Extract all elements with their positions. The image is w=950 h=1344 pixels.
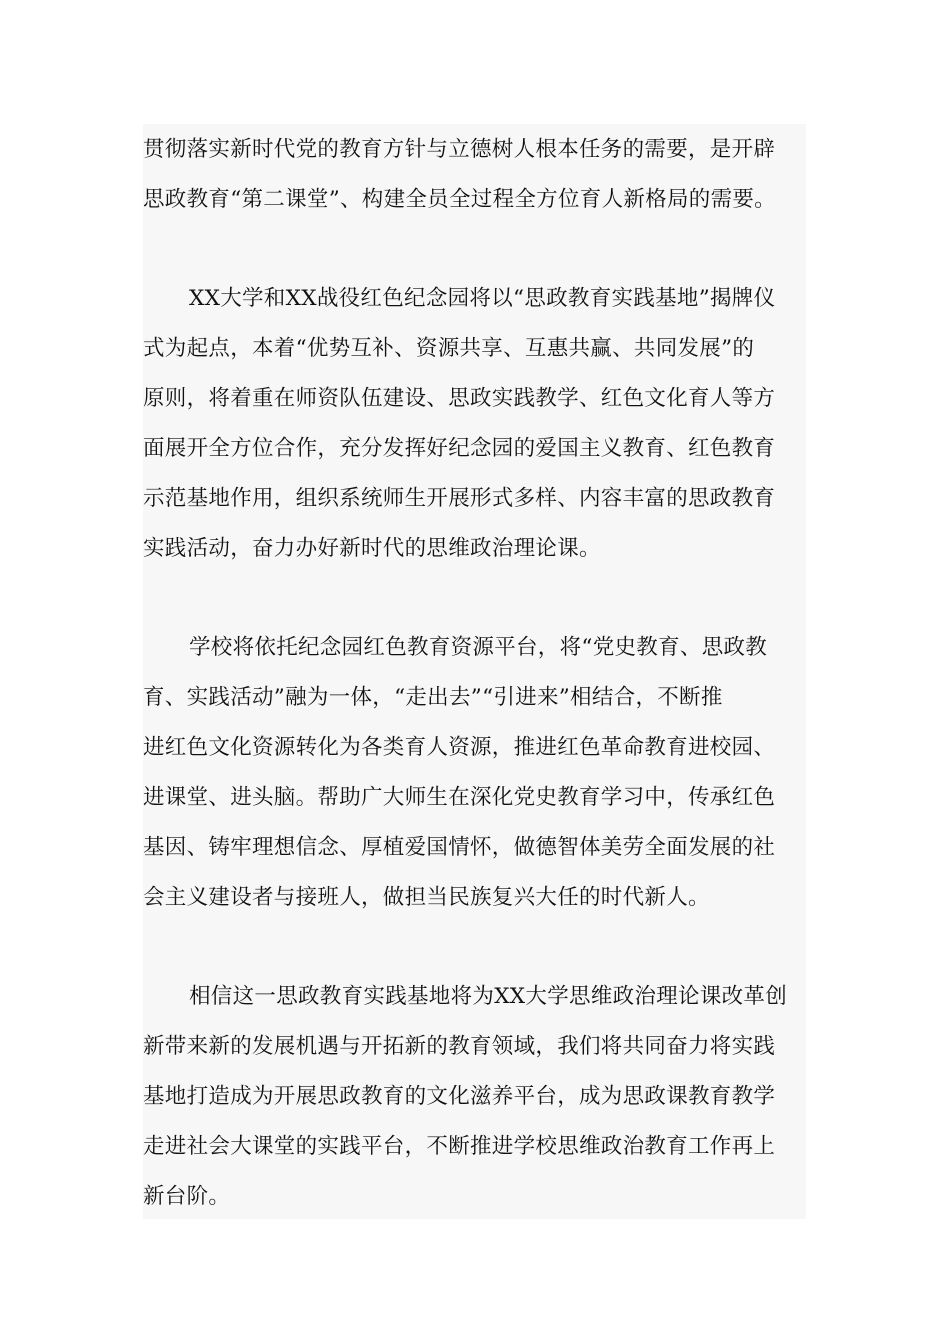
paragraph-3-line-3: 进红色文化资源转化为各类育人资源，推进红色革命教育进校园、 [143, 735, 776, 760]
paragraph-4-line-2: 新带来新的发展机遇与开拓新的教育领域，我们将共同奋力将实践 [143, 1034, 776, 1059]
paragraph-2-line-4: 面展开全方位合作，充分发挥好纪念园的爱国主义教育、红色教育 [143, 436, 776, 461]
paragraph-2-line-2: 式为起点，本着“优势互补、资源共享、互惠共赢、共同发展”的 [143, 336, 755, 361]
document-body [143, 124, 806, 1219]
paragraph-1-line-1: 贯彻落实新时代党的教育方针与立德树人根本任务的需要，是开辟 [143, 137, 776, 162]
paragraph-2-line-3: 原则，将着重在师资队伍建设、思政实践教学、红色文化育人等方 [143, 386, 776, 411]
paragraph-2-line-6: 实践活动，奋力办好新时代的思维政治理论课。 [143, 536, 601, 561]
paragraph-4-line-5: 新台阶。 [143, 1184, 231, 1209]
paragraph-4-line-3: 基地打造成为开展思政教育的文化滋养平台，成为思政课教育教学 [143, 1084, 776, 1109]
paragraph-3-line-4: 进课堂、进头脑。帮助广大师生在深化党史教育学习中，传承红色 [143, 785, 776, 810]
paragraph-3-line-6: 会主义建设者与接班人，做担当民族复兴大任的时代新人。 [143, 885, 710, 910]
paragraph-3-line-5: 基因、铸牢理想信念、厚植爱国情怀，做德智体美劳全面发展的社 [143, 835, 776, 860]
paragraph-1-line-2: 思政教育“第二课堂”、构建全员全过程全方位育人新格局的需要。 [143, 187, 776, 212]
paragraph-2-line-1: XX大学和XX战役红色纪念园将以“思政教育实践基地”揭牌仪 [189, 286, 776, 311]
paragraph-4-line-4: 走进社会大课堂的实践平台，不断推进学校思维政治教育工作再上 [143, 1134, 776, 1159]
paragraph-2-line-5: 示范基地作用，组织系统师生开展形式多样、内容丰富的思政教育 [143, 486, 776, 511]
paragraph-4-line-1: 相信这一思政教育实践基地将为XX大学思维政治理论课改革创 [189, 984, 788, 1009]
paragraph-3-line-1: 学校将依托纪念园红色教育资源平台，将“党史教育、思政教 [189, 635, 768, 660]
paragraph-3-line-2: 育、实践活动”融为一体，“走出去”“引进来”相结合，不断推 [143, 685, 723, 710]
